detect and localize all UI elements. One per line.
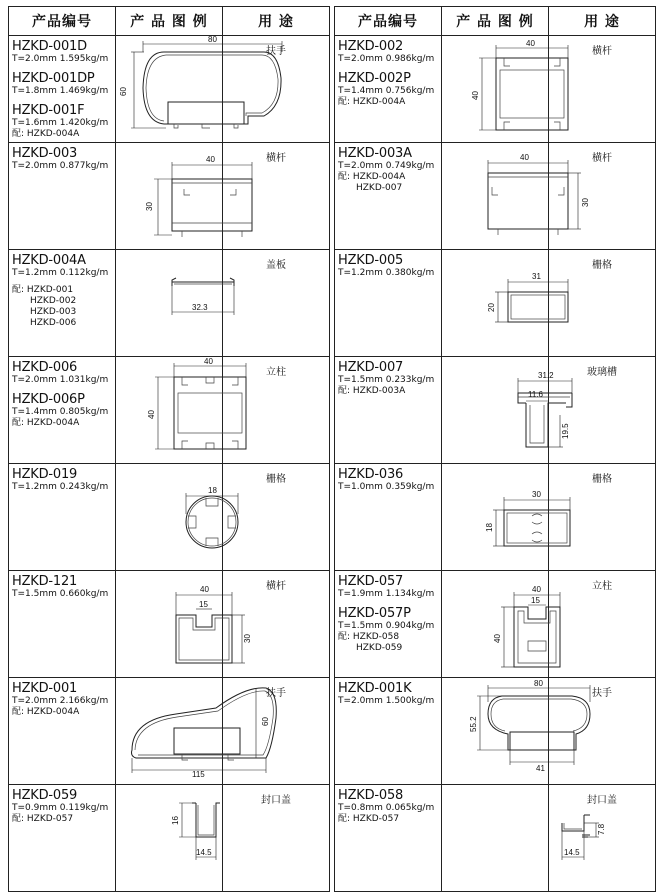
product-code-cell — [335, 464, 442, 571]
model-spec: T=1.8mm 1.469kg/m — [12, 86, 109, 96]
dimension-label: 40 — [526, 39, 535, 48]
usage-cell: 栅格 — [223, 464, 330, 571]
model-spec: T=2.0mm 1.595kg/m — [12, 54, 109, 64]
accessory-label: HZKD-002 — [30, 296, 77, 306]
dimension-label: 14.5 — [564, 848, 580, 857]
model-spec: T=0.9mm 0.119kg/m — [12, 803, 109, 813]
model-spec: T=1.2mm 0.380kg/m — [338, 268, 435, 278]
dimension-label: 80 — [534, 679, 543, 688]
dimension-label: 40 — [204, 357, 213, 366]
dimension-label: 19.5 — [561, 423, 570, 439]
model-spec: T=2.0mm 2.166kg/m — [12, 696, 109, 706]
accessory-label: 配: HZKD-001 — [12, 285, 74, 295]
model-spec: T=1.4mm 0.756kg/m — [338, 86, 435, 96]
table-row — [9, 464, 330, 571]
dimension-label: 31 — [532, 272, 541, 281]
usage-cell: 扶手 — [549, 678, 656, 785]
dimension-label: 14.5 — [196, 848, 212, 857]
model-name: HZKD-019 — [12, 467, 78, 482]
accessory-label: 配: HZKD-004A — [12, 418, 80, 428]
usage-cell: 玻璃槽 — [549, 357, 656, 464]
accessory-label: 配: HZKD-004A — [338, 172, 406, 182]
table-row — [9, 678, 330, 785]
dimension-label: 40 — [147, 410, 156, 419]
model-name: HZKD-002 — [338, 39, 404, 54]
figure-cell — [116, 678, 270, 785]
figure-cell — [116, 36, 223, 143]
model-name: HZKD-036 — [338, 467, 404, 482]
product-code-cell — [335, 678, 442, 785]
model-spec: T=1.5mm 0.233kg/m — [338, 375, 435, 385]
catalog-table-left — [8, 6, 330, 892]
figure-cell — [442, 250, 549, 357]
dimension-label: 30 — [243, 634, 252, 643]
dimension-label: 40 — [532, 585, 541, 594]
model-spec: T=0.8mm 0.065kg/m — [338, 803, 435, 813]
table-row — [9, 785, 330, 892]
model-spec: T=1.4mm 0.805kg/m — [12, 407, 109, 417]
model-name: HZKD-004A — [12, 253, 86, 268]
dimension-label: 20 — [487, 303, 496, 312]
accessory-label: HZKD-003 — [30, 307, 77, 317]
model-spec: T=1.5mm 0.660kg/m — [12, 589, 109, 599]
model-spec: T=2.0mm 1.031kg/m — [12, 375, 109, 385]
product-code-cell — [9, 357, 116, 464]
accessory-label: HZKD-007 — [356, 183, 403, 193]
figure-cell — [116, 143, 223, 250]
dimension-label: 60 — [261, 717, 270, 726]
header-figure: 产 品 图 例 — [116, 7, 223, 36]
usage-cell: 立柱 — [549, 571, 656, 678]
table-row — [335, 571, 656, 678]
catalog-table-right — [334, 6, 656, 892]
model-spec: T=2.0mm 1.500kg/m — [338, 696, 435, 706]
model-name: HZKD-006 — [12, 360, 78, 375]
usage-cell: 栅格 — [549, 464, 656, 571]
dimension-label: 30 — [145, 202, 154, 211]
model-name: HZKD-001K — [338, 681, 412, 696]
accessory-label: HZKD-006 — [30, 318, 77, 328]
accessory-label: 配: HZKD-004A — [338, 97, 406, 107]
table-row — [9, 571, 330, 678]
accessory-label: 配: HZKD-058 — [338, 632, 400, 642]
table-row — [335, 464, 656, 571]
dimension-label: 55.2 — [469, 716, 478, 732]
header-use: 用 途 — [223, 7, 330, 36]
dimension-label: 60 — [119, 87, 128, 96]
usage-cell: 横杆 — [549, 143, 656, 250]
dimension-label: 18 — [208, 486, 217, 495]
table-row — [9, 357, 330, 464]
dimension-label: 15 — [199, 600, 208, 609]
dimension-label: 7.8 — [597, 823, 606, 835]
dimension-label: 30 — [581, 198, 590, 207]
model-spec: T=1.9mm 1.134kg/m — [338, 589, 435, 599]
product-code-cell — [9, 36, 116, 143]
model-name: HZKD-121 — [12, 574, 78, 589]
product-code-cell — [9, 464, 116, 571]
dimension-label: 40 — [520, 153, 529, 162]
usage-cell: 扶手 — [223, 36, 330, 143]
header-use: 用 途 — [549, 7, 656, 36]
accessory-label: 配: HZKD-057 — [338, 814, 400, 824]
figure-cell — [442, 464, 549, 571]
model-spec: T=1.6mm 1.420kg/m — [12, 118, 109, 128]
dimension-label: 11.6 — [528, 390, 543, 399]
product-code-cell — [335, 571, 442, 678]
model-name: HZKD-007 — [338, 360, 404, 375]
product-code-cell — [335, 250, 442, 357]
table-row — [9, 250, 330, 357]
dimension-label: 40 — [471, 91, 480, 100]
product-code-cell — [335, 143, 442, 250]
usage-cell: 横杆 — [549, 36, 656, 143]
header-code: 产品编号 — [9, 7, 116, 36]
product-code-cell — [9, 571, 116, 678]
table-row — [335, 357, 656, 464]
dimension-label: 16 — [171, 816, 180, 825]
model-name: HZKD-005 — [338, 253, 404, 268]
model-name: HZKD-002P — [338, 71, 411, 86]
model-name: HZKD-001D — [12, 39, 87, 54]
product-code-cell — [9, 678, 116, 785]
figure-cell — [116, 785, 223, 892]
dimension-label: 40 — [206, 155, 215, 164]
product-code-cell — [335, 357, 442, 464]
dimension-label: 32.3 — [192, 303, 208, 312]
dimension-label: 15 — [531, 596, 540, 605]
model-name: HZKD-003 — [12, 146, 78, 161]
model-name: HZKD-001DP — [12, 71, 95, 86]
table-row — [9, 143, 330, 250]
usage-cell: 扶手 — [223, 678, 330, 785]
model-spec: T=2.0mm 0.877kg/m — [12, 161, 109, 171]
usage-cell: 封口盖 — [223, 785, 330, 892]
accessory-label: 配: HZKD-004A — [12, 707, 80, 717]
model-name: HZKD-006P — [12, 392, 85, 407]
table-row — [9, 36, 330, 143]
dimension-label: 40 — [493, 634, 502, 643]
product-code-cell — [335, 36, 442, 143]
model-name: HZKD-003A — [338, 146, 412, 161]
figure-cell — [442, 36, 549, 143]
accessory-label: 配: HZKD-057 — [12, 814, 74, 824]
model-spec: T=1.5mm 0.904kg/m — [338, 621, 435, 631]
product-code-cell — [9, 785, 116, 892]
usage-cell: 封口盖 — [549, 785, 656, 892]
table-row — [335, 785, 656, 892]
figure-cell — [116, 357, 223, 464]
model-name: HZKD-059 — [12, 788, 78, 803]
model-spec: T=2.0mm 0.749kg/m — [338, 161, 435, 171]
model-spec: T=2.0mm 0.986kg/m — [338, 54, 435, 64]
usage-cell: 横杆 — [223, 571, 330, 678]
model-name: HZKD-001 — [12, 681, 78, 696]
figure-cell — [116, 571, 252, 678]
header-code: 产品编号 — [335, 7, 442, 36]
table-row — [335, 678, 656, 785]
accessory-label: 配: HZKD-004A — [12, 129, 80, 139]
table-row — [335, 36, 656, 143]
model-name: HZKD-058 — [338, 788, 404, 803]
dimension-label: 18 — [485, 523, 494, 532]
model-name: HZKD-057P — [338, 606, 411, 621]
figure-cell — [442, 357, 570, 464]
dimension-label: 115 — [192, 770, 205, 778]
figure-cell — [116, 250, 223, 357]
product-code-cell — [9, 143, 116, 250]
model-spec: T=1.0mm 0.359kg/m — [338, 482, 435, 492]
accessory-label: HZKD-059 — [356, 643, 403, 653]
dimension-label: 40 — [200, 585, 209, 594]
table-row — [335, 143, 656, 250]
dimension-label: 41 — [536, 764, 545, 773]
accessory-label: 配: HZKD-003A — [338, 386, 406, 396]
model-spec: T=1.2mm 0.112kg/m — [12, 268, 109, 278]
dimension-label: 31.2 — [538, 371, 554, 380]
figure-cell — [116, 464, 223, 571]
product-code-cell — [9, 250, 116, 357]
product-code-cell — [335, 785, 442, 892]
model-name: HZKD-001F — [12, 103, 85, 118]
table-row — [335, 250, 656, 357]
usage-cell: 盖板 — [223, 250, 330, 357]
figure-cell — [442, 678, 549, 785]
dimension-label: 80 — [208, 36, 217, 44]
usage-cell: 立柱 — [223, 357, 330, 464]
dimension-label: 30 — [532, 490, 541, 499]
header-figure: 产 品 图 例 — [442, 7, 549, 36]
model-spec: T=1.2mm 0.243kg/m — [12, 482, 109, 492]
model-name: HZKD-057 — [338, 574, 404, 589]
figure-cell — [442, 143, 590, 250]
figure-cell — [442, 571, 549, 678]
usage-cell: 栅格 — [549, 250, 656, 357]
usage-cell: 横杆 — [223, 143, 330, 250]
